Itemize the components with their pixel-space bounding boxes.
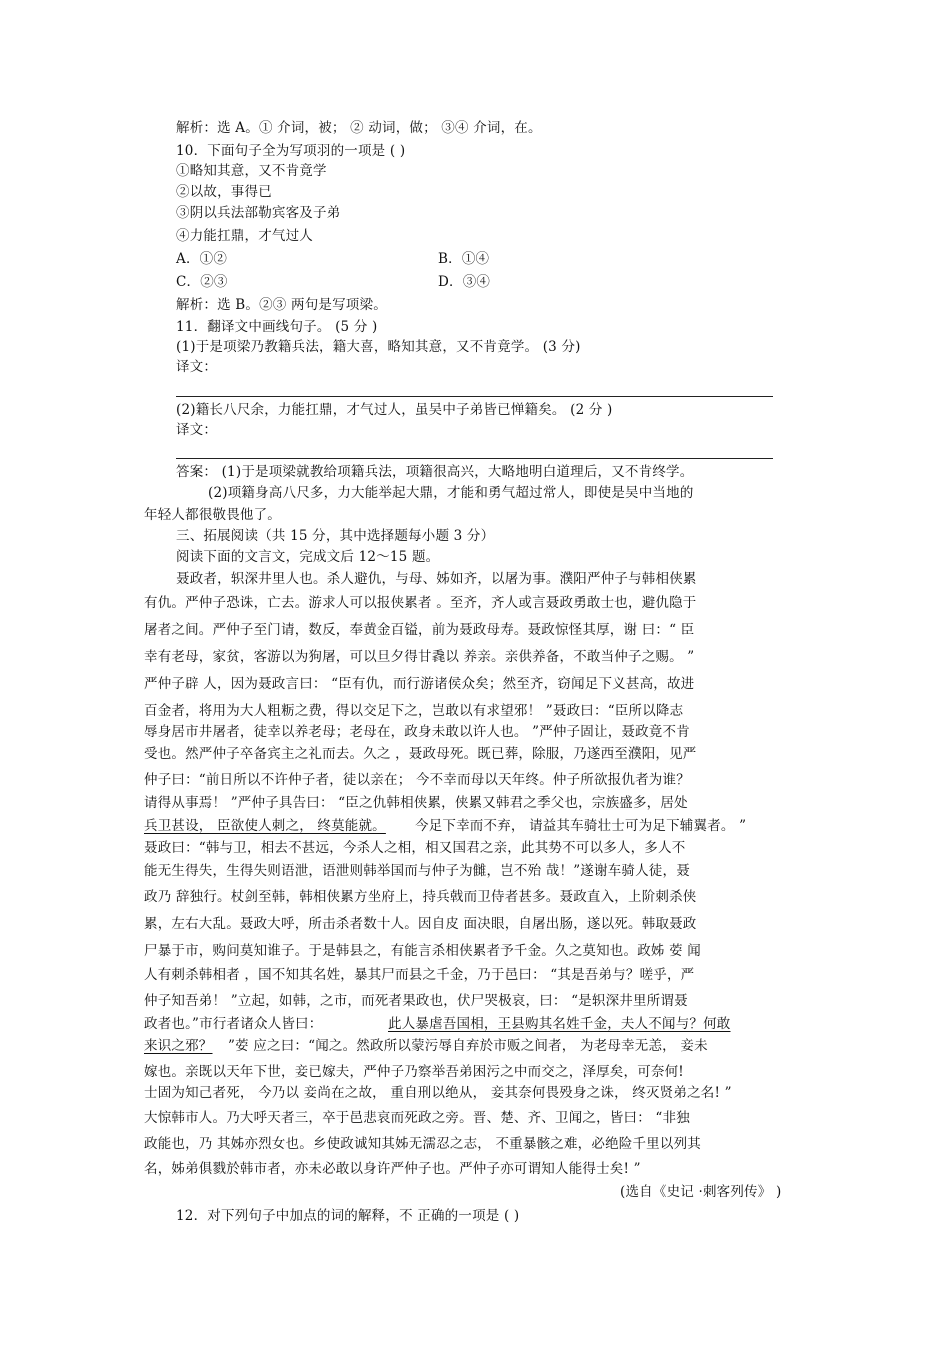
text-line: C．②③ [176,274,228,290]
text-line: 能无生得失，生得失则语泄，语泄则韩举国而与仲子为雠，岂不殆 哉！”遂谢车骑人徒，聂 [144,863,690,879]
text-line: (1)于是项梁乃教籍兵法，籍大喜，略知其意，又不肯竟学。 (3 分) [176,339,581,355]
text-line: 来识之邪？ [144,1038,213,1054]
text-line: 12．对下列句子中加点的词的解释，不 正确的一项是 ( ) [176,1208,520,1224]
text-line: 译文： [176,359,218,375]
answer-blank-line [176,458,773,459]
text-line: D．③④ [438,274,491,290]
text-line: 政者也。”市行者诸众人皆曰： [144,1016,323,1032]
text-line: (2)项籍身高八尺多，力大能举起大鼎，才能和勇气超过常人，即使是吴中当地的 [208,485,694,501]
text-line: 累，左右大乱。聂政大呼，所击杀者数十人。因自皮 面决眼，自屠出肠，遂以死。韩取聂政 [144,916,697,932]
text-line: 年轻人都很敬畏他了。 [144,507,281,523]
text-line: 兵卫甚设， 臣欲使人刺之， 终莫能就。 [144,818,386,834]
text-line: 受也。然严仲子卒备宾主之礼而去。久之 ，聂政母死。既已葬，除服，乃遂西至濮阳，见严 [144,746,697,762]
text-line: (选自《史记 ·刺客列传》 ) [620,1184,782,1200]
text-line: ③阴以兵法部勒宾客及子弟 [176,205,341,221]
text-line: 仲子曰：“前日所以不许仲子者，徒以亲在； 今不幸而母以天年终。仲子所欲报仇者为谁？ [144,772,690,788]
text-line: 尸暴于市，购问莫知谁子。于是韩县之，有能言杀相侠累者予千金。久之莫知也。政姊 荌 闻 [144,943,701,959]
text-line: 聂政者，轵深井里人也。杀人避仇，与母、姊如齐，以屠为事。濮阳严仲子与韩相侠累 [176,571,697,587]
text-line: 此人暴虐吾国相，王县购其名姓千金，夫人不闻与？何敢 [388,1016,731,1032]
text-line: 译文： [176,422,218,438]
text-line: 政能也，乃 其姊亦烈女也。乡使政诚知其姊无濡忍之志， 不重暴骸之难，必绝险千里以列其 [144,1136,701,1152]
text-line: 今足下幸而不弃， 请益其车骑壮士可为足下辅翼者。 ” [415,818,747,834]
text-line: 嫁也。亲既以天年下世，妾已嫁夫，严仲子乃察举吾弟困污之中而交之，泽厚矣，可奈何! [144,1064,684,1080]
text-line: 答案： (1)于是项梁就教给项籍兵法，项籍很高兴，大略地明白道理后，又不肯终学。 [176,464,694,480]
text-line: 严仲子辟 人，因为聂政言曰： “臣有仇，而行游诸侯众矣；然至齐，窃闻足下义甚高，故进 [144,676,695,692]
answer-blank-line [176,396,773,397]
text-line: 幸有老母，家贫，客游以为狗屠，可以旦夕得甘毳以 养亲。亲供养备，不敢当仲子之赐。 ” [144,649,695,665]
text-line: ”荌 应之曰：“闻之。然政所以蒙污辱自弃於市贩之间者， 为老母幸无恙， 妾未 [228,1038,708,1054]
text-line: ②以故，事得已 [176,184,272,200]
text-line: ④力能扛鼎，才气过人 [176,228,313,244]
text-line: 百金者，将用为大人粗粝之费，得以交足下之，岂敢以有求望邪！ ”聂政曰：“臣所以降志 [144,703,684,719]
text-line: (2)籍长八尺余，力能扛鼎，才气过人，虽吴中子弟皆已惮籍矣。 (2 分 ) [176,402,613,418]
text-line: 解析：选 B。②③ 两句是写项梁。 [176,297,387,313]
text-line: 人有刺杀韩相者 ，国不知其名姓，暴其尸而县之千金，乃于邑曰： “其是吾弟与？嗟乎，严 [144,967,695,983]
text-line: 三、拓展阅读（共 15 分，其中选择题每小题 3 分） [176,528,495,544]
text-line: 大惊韩市人。乃大呼天者三，卒于邑悲哀而死政之旁。晋、楚、齐、卫闻之，皆曰： “非独 [144,1110,690,1126]
text-line: 名，姊弟俱戮於韩市者，亦未必敢以身许严仲子也。严仲子亦可谓知人能得士矣! ” [144,1161,641,1177]
text-line: 11．翻译文中画线句子。 (5 分 ) [176,319,378,335]
text-line: 士固为知己者死， 今乃以 妾尚在之故， 重自刑以绝从， 妾其奈何畏殁身之诛， 终灭贤弟之名! ” [144,1085,732,1101]
text-line: B．①④ [438,251,490,267]
text-line: 屠者之间。严仲子至门请，数反，奉黄金百镒，前为聂政母寿。聂政惊怪其厚，谢 曰：“ 臣 [144,622,695,638]
text-line: A．①② [176,251,228,267]
text-line: 解析：选 A。① 介词，被； ② 动词，做； ③④ 介词，在。 [176,120,542,136]
text-line: 仲子知吾弟！ ”立起，如韩，之市，而死者果政也，伏尸哭极哀，曰： “是轵深井里所谓聂 [144,993,688,1009]
text-line: 辱身居市井屠者，徒幸以养老母；老母在，政身未敢以许人也。 ”严仲子固让，聂政竟不肯 [144,724,690,740]
text-line: ①略知其意，又不肯竟学 [176,163,327,179]
text-line: 10．下面句子全为写项羽的一项是 ( ) [176,143,406,159]
text-line: 政乃 辞独行。杖剑至韩，韩相侠累方坐府上，持兵戟而卫侍者甚多。聂政直入，上阶刺杀侠 [144,889,697,905]
text-line: 请得从事焉！ ”严仲子具告曰： “臣之仇韩相侠累，侠累又韩君之季父也，宗族盛多，居处 [144,795,688,811]
text-line: 阅读下面的文言文，完成文后 12～15 题。 [176,549,440,565]
text-line: 有仇。严仲子恐诛，亡去。游求人可以报侠累者 。至齐，齐人或言聂政勇敢士也，避仇隐于 [144,595,697,611]
text-line: 聂政曰：“韩与卫，相去不甚远，今杀人之相，相又国君之亲，此其势不可以多人，多人不 [144,840,686,856]
